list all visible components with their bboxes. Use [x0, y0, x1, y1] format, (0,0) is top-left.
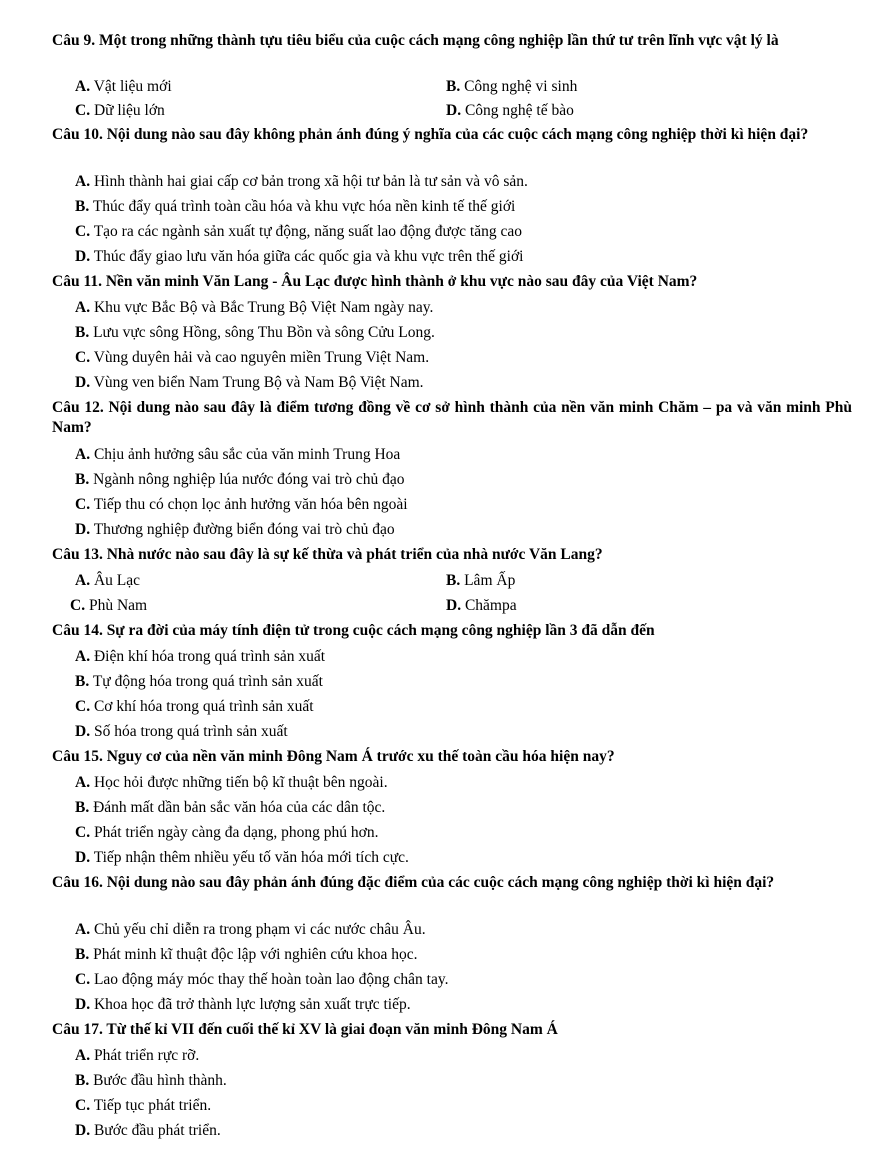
- option-text: Bước đầu hình thành.: [93, 1072, 227, 1089]
- option-text: Phát triển rực rỡ.: [93, 1047, 200, 1064]
- option-text: Vùng ven biển Nam Trung Bộ và Nam Bộ Việt Nam.: [93, 374, 424, 391]
- option-letter: A.: [75, 774, 91, 791]
- option-letter: A.: [75, 446, 91, 463]
- option-letter: D.: [75, 248, 91, 265]
- option-text: Tự động hóa trong quá trình sản xuất: [92, 673, 323, 690]
- option: [446, 77, 577, 97]
- option-letter: A.: [75, 572, 91, 589]
- option-text: Phù Nam: [88, 597, 148, 614]
- option: [75, 323, 435, 343]
- option-letter: C.: [70, 597, 86, 614]
- option-letter: C.: [75, 349, 91, 366]
- option: [75, 470, 405, 490]
- option-letter: B.: [75, 946, 90, 963]
- option-text: Ngành nông nghiệp lúa nước đóng vai trò chủ đạo: [93, 471, 405, 488]
- option-letter: B.: [75, 324, 90, 341]
- option-text: Hình thành hai giai cấp cơ bản trong xã hội tư bản là tư sản và vô sản.: [93, 173, 528, 190]
- option-text: Tiếp thu có chọn lọc ảnh hưởng văn hóa bên ngoài: [93, 496, 408, 513]
- option-letter: C.: [75, 223, 91, 240]
- option: [446, 596, 517, 616]
- option: [75, 697, 314, 717]
- option-text: Học hỏi được những tiến bộ kĩ thuật bên ngoài.: [93, 774, 388, 791]
- option-text: Vùng duyên hải và cao nguyên miền Trung Việt Nam.: [93, 349, 430, 366]
- option: [75, 373, 424, 393]
- option: [75, 77, 172, 97]
- option: [75, 1096, 211, 1116]
- option: [75, 495, 408, 515]
- option-letter: A.: [75, 648, 91, 665]
- option-letter: C.: [75, 496, 91, 513]
- option-text: Chămpa: [464, 597, 517, 614]
- option-letter: D.: [446, 102, 462, 119]
- option-text: Tiếp tục phát triển.: [93, 1097, 212, 1114]
- option-letter: D.: [75, 1122, 91, 1139]
- option-text: Bước đầu phát triển.: [93, 1122, 221, 1139]
- question-title: Câu 10. Nội dung nào sau đây không phản ánh đúng ý nghĩa của các cuộc cách mạng công nghiệp thời kì hiện đại?: [52, 126, 809, 143]
- option: [75, 1121, 221, 1141]
- option: [75, 520, 395, 540]
- option: [75, 920, 426, 940]
- question-title: Câu 9. Một trong những thành tựu tiêu biểu của cuộc cách mạng công nghiệp lần thứ tư trên lĩnh vực vật lý là: [52, 32, 779, 49]
- option: [75, 722, 288, 742]
- option-text: Khoa học đã trở thành lực lượng sản xuất trực tiếp.: [93, 996, 411, 1013]
- option-letter: B.: [446, 78, 461, 95]
- option: [75, 172, 528, 192]
- option-text: Cơ khí hóa trong quá trình sản xuất: [93, 698, 314, 715]
- option-text: Chủ yếu chỉ diễn ra trong phạm vi các nước châu Âu.: [93, 921, 426, 938]
- option-letter: A.: [75, 921, 91, 938]
- question-title: Câu 14. Sự ra đời của máy tính điện tử trong cuộc cách mạng công nghiệp lần 3 đã dẫn đến: [52, 622, 655, 639]
- option-text: Tạo ra các ngành sản xuất tự động, năng suất lao động được tăng cao: [93, 223, 522, 240]
- option-letter: D.: [75, 374, 91, 391]
- option-text: Lao động máy móc thay thế hoàn toàn lao động chân tay.: [93, 971, 449, 988]
- option-letter: B.: [75, 198, 90, 215]
- option: [75, 348, 429, 368]
- option-letter: A.: [75, 78, 91, 95]
- option-text: Công nghệ vi sinh: [464, 78, 578, 95]
- option: [75, 298, 433, 318]
- option: [446, 571, 515, 591]
- option: [75, 848, 409, 868]
- option: [75, 222, 522, 242]
- option-letter: D.: [446, 597, 462, 614]
- option-letter: A.: [75, 1047, 91, 1064]
- question-title: Câu 16. Nội dung nào sau đây phản ánh đúng đặc điểm của các cuộc cách mạng công nghiệp thời kì hiện đại?: [52, 874, 775, 891]
- option-text: Tiếp nhận thêm nhiều yếu tố văn hóa mới tích cực.: [93, 849, 409, 866]
- option-letter: B.: [75, 1072, 90, 1089]
- option-text: Đánh mất dần bản sắc văn hóa của các dân tộc.: [93, 799, 386, 816]
- option: [75, 1071, 227, 1091]
- question-title: Câu 15. Nguy cơ của nền văn minh Đông Nam Á trước xu thế toàn cầu hóa hiện nay?: [52, 748, 615, 765]
- option-letter: B.: [75, 799, 90, 816]
- option-text: Phát triển ngày càng đa dạng, phong phú hơn.: [93, 824, 379, 841]
- option-text: Khu vực Bắc Bộ và Bắc Trung Bộ Việt Nam ngày nay.: [93, 299, 434, 316]
- option-letter: D.: [75, 723, 91, 740]
- option-text: Chịu ảnh hưởng sâu sắc của văn minh Trung Hoa: [93, 446, 401, 463]
- option-text: Phát minh kĩ thuật độc lập với nghiên cứu khoa học.: [93, 946, 418, 963]
- option: [75, 571, 140, 591]
- option-letter: C.: [75, 698, 91, 715]
- option-text: Số hóa trong quá trình sản xuất: [93, 723, 288, 740]
- option-letter: B.: [75, 673, 90, 690]
- option-letter: C.: [75, 102, 91, 119]
- option-text: Thúc đẩy giao lưu văn hóa giữa các quốc gia và khu vực trên thế giới: [93, 248, 524, 265]
- question-title: Câu 11. Nền văn minh Văn Lang - Âu Lạc được hình thành ở khu vực nào sau đây của Việt Nam?: [52, 273, 698, 290]
- option: [75, 970, 449, 990]
- option-letter: B.: [75, 471, 90, 488]
- option-text: Thương nghiệp đường biển đóng vai trò chủ đạo: [93, 521, 395, 538]
- option: [75, 945, 417, 965]
- option-text: Dữ liệu lớn: [93, 102, 165, 119]
- option: [75, 247, 524, 267]
- option: [446, 101, 574, 121]
- option-letter: D.: [75, 849, 91, 866]
- option-letter: A.: [75, 299, 91, 316]
- option-letter: C.: [75, 1097, 91, 1114]
- option-letter: A.: [75, 173, 91, 190]
- option-text: Lưu vực sông Hồng, sông Thu Bồn và sông Cửu Long.: [93, 324, 435, 341]
- option: [70, 596, 147, 616]
- option: [75, 647, 325, 667]
- option: [75, 773, 388, 793]
- option-letter: D.: [75, 996, 91, 1013]
- question-title: Câu 12. Nội dung nào sau đây là điểm tương đồng về cơ sở hình thành của nền văn minh Chăm – pa và văn minh Phù Nam?: [52, 399, 852, 436]
- option-letter: C.: [75, 971, 91, 988]
- option: [75, 995, 411, 1015]
- option-letter: C.: [75, 824, 91, 841]
- option: [75, 823, 379, 843]
- option-letter: B.: [446, 572, 461, 589]
- option-text: Điện khí hóa trong quá trình sản xuất: [93, 648, 326, 665]
- option: [75, 101, 165, 121]
- question-title: Câu 17. Từ thế kỉ VII đến cuối thế kỉ XV là giai đoạn văn minh Đông Nam Á: [52, 1021, 558, 1038]
- option: [75, 798, 385, 818]
- option-text: Vật liệu mới: [93, 78, 172, 95]
- option-text: Âu Lạc: [93, 572, 140, 589]
- option-text: Lâm Ấp: [464, 572, 516, 589]
- question-title: Câu 13. Nhà nước nào sau đây là sự kế thừa và phát triển của nhà nước Văn Lang?: [52, 546, 603, 563]
- option-text: Thúc đẩy quá trình toàn cầu hóa và khu vực hóa nền kinh tế thế giới: [92, 198, 516, 215]
- option: [75, 672, 323, 692]
- option-text: Công nghệ tế bào: [464, 102, 574, 119]
- option: [75, 197, 515, 217]
- option-letter: D.: [75, 521, 91, 538]
- option: [75, 1046, 199, 1066]
- option: [75, 445, 400, 465]
